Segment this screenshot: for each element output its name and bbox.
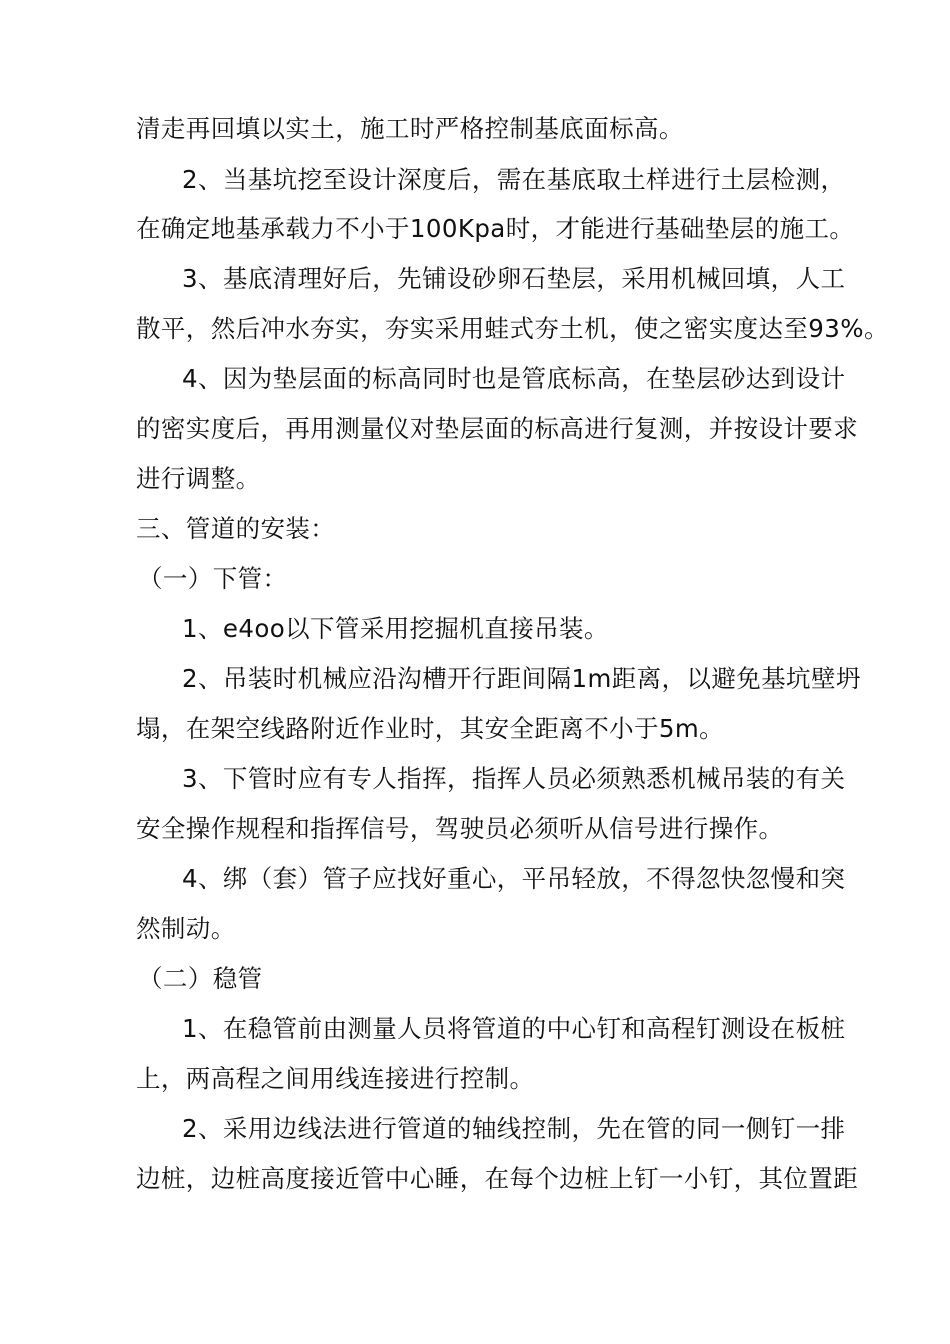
paragraph-item-1: 1、在稳管前由测量人员将管道的中心钉和高程钉测设在板桩 [182,1014,846,1043]
paragraph-item-4: 4、因为垫层面的标高同时也是管底标高，在垫层砂达到设计 [182,364,846,393]
paragraph-continuation: 安全操作规程和指挥信号，驾驶员必须听从信号进行操作。 [136,814,784,843]
paragraph-item-1: 1、e4oo以下管采用挖掘机直接吊装。 [182,614,609,643]
paragraph-continuation: 的密实度后，再用测量仪对垫层面的标高进行复测，并按设计要求 [136,414,859,443]
paragraph-continuation: 然制动。 [136,914,236,943]
paragraph-item-2: 2、当基坑挖至设计深度后，需在基底取土样进行土层检测， [182,165,846,194]
paragraph-continuation: 边桩，边桩高度接近管中心睡，在每个边桩上钉一小钉，其位置距 [136,1164,859,1193]
paragraph-item-2: 2、吊装时机械应沿沟槽开行距间隔1m距离，以避免基坑壁坍 [182,664,861,693]
paragraph-continuation: 进行调整。 [136,464,261,493]
subsection-heading: （一）下管： [138,564,288,593]
paragraph-continuation: 上，两高程之间用线连接进行控制。 [136,1064,535,1093]
paragraph-item-3: 3、下管时应有专人指挥，指挥人员必须熟悉机械吊装的有关 [182,764,846,793]
subsection-heading: （二）稳管 [138,964,263,993]
section-heading: 三、管道的安装： [136,514,336,543]
paragraph-continuation: 塌，在架空线路附近作业时，其安全距离不小于5m。 [136,714,725,743]
paragraph-item-4: 4、绑（套）管子应找好重心，平吊轻放，不得忽快忽慢和突 [182,864,846,893]
paragraph-item-2: 2、采用边线法进行管道的轴线控制，先在管的同一侧钉一排 [182,1114,846,1143]
paragraph-item-3: 3、基底清理好后，先铺设砂卵石垫层，采用机械回填，人工 [182,264,846,293]
paragraph-continuation: 在确定地基承载力不小于100Kpa时，才能进行基础垫层的施工。 [136,214,855,243]
paragraph-continuation: 散平，然后冲水夯实，夯实采用蛙式夯土机，使之密实度达至93%。 [136,314,889,343]
paragraph-continuation: 清走再回填以实土，施工时严格控制基底面标高。 [136,114,684,143]
